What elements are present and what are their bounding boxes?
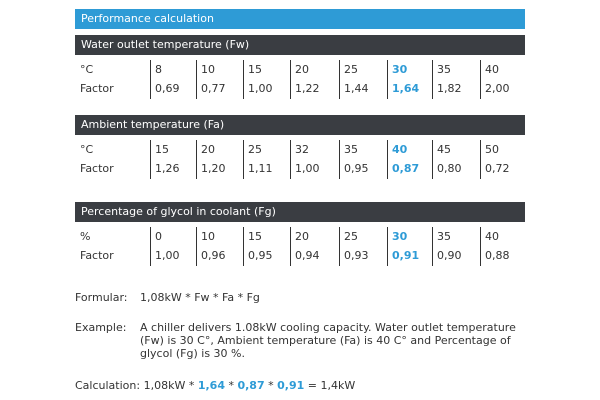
- cell-factor-value: 0,91: [392, 249, 420, 262]
- cell-header-value: 20: [295, 230, 309, 243]
- example-line-2: (Fw) is 30 C°, Ambient temperature (Fa) is 40 C° and Percentage of: [140, 334, 511, 347]
- cell-header-value: 50: [485, 143, 499, 156]
- cell-factor-value: 0,94: [295, 249, 320, 262]
- table-cell: [387, 60, 419, 99]
- cell-header-value: 10: [201, 230, 215, 243]
- calculation-fw: 1,64: [197, 379, 225, 392]
- example-line-1: A chiller delivers 1.08kW cooling capacity. Water outlet temperature: [140, 321, 516, 334]
- cell-factor-value: 0,88: [485, 249, 510, 262]
- cell-header-value: 8: [155, 63, 162, 76]
- example-line-3: glycol (Fg) is 30 %.: [140, 347, 245, 360]
- calculation-fg: 0,91: [277, 379, 305, 392]
- table-cell: [339, 227, 369, 266]
- calculation-op-2: *: [224, 379, 238, 392]
- calculation-label: Calculation:: [75, 379, 141, 392]
- calculation-op-3: *: [264, 379, 278, 392]
- cell-header-value: 30: [392, 230, 408, 243]
- table-cell: [150, 140, 180, 179]
- cell-header-value: 40: [392, 143, 408, 156]
- table-cell: [432, 60, 462, 99]
- cell-factor-value: 0,72: [485, 162, 510, 175]
- row-label-factor: Factor: [80, 82, 114, 95]
- cell-factor-value: 1,44: [344, 82, 369, 95]
- row-label-factor: Factor: [80, 249, 114, 262]
- table-cell: [243, 227, 273, 266]
- cell-header-value: 32: [295, 143, 309, 156]
- calculation-op-1: *: [185, 379, 198, 392]
- table-title: Water outlet temperature (Fw): [75, 35, 525, 55]
- cell-factor-value: 1,64: [392, 82, 420, 95]
- cell-factor-value: 0,95: [344, 162, 369, 175]
- cell-header-value: 15: [248, 63, 262, 76]
- cell-header-value: 20: [201, 143, 215, 156]
- row-label-unit: °C: [80, 63, 94, 76]
- table-cell: [432, 227, 462, 266]
- formular-value: 1,08kW * Fw * Fa * Fg: [140, 291, 260, 304]
- example-label: Example:: [75, 321, 127, 334]
- table-cell: [243, 60, 273, 99]
- row-label-factor: Factor: [80, 162, 114, 175]
- calculation: [75, 379, 355, 392]
- page-title: Performance calculation: [75, 9, 525, 29]
- cell-header-value: 45: [437, 143, 451, 156]
- cell-header-value: 0: [155, 230, 162, 243]
- table-cell: [196, 227, 226, 266]
- row-label-unit: %: [80, 230, 91, 243]
- cell-factor-value: 1,82: [437, 82, 462, 95]
- table-cell: [387, 140, 419, 179]
- table-title: Ambient temperature (Fa): [75, 115, 525, 135]
- table-cell: [243, 140, 273, 179]
- table-cell: [339, 140, 369, 179]
- calculation-base: 1,08kW: [143, 379, 186, 392]
- cell-header-value: 25: [248, 143, 262, 156]
- cell-header-value: 25: [344, 230, 358, 243]
- cell-factor-value: 0,93: [344, 249, 369, 262]
- cell-header-value: 10: [201, 63, 215, 76]
- cell-header-value: 15: [248, 230, 262, 243]
- cell-factor-value: 0,87: [392, 162, 420, 175]
- cell-factor-value: 0,96: [201, 249, 226, 262]
- cell-header-value: 40: [485, 63, 499, 76]
- table-cell: [150, 60, 180, 99]
- cell-header-value: 25: [344, 63, 358, 76]
- table-cell: [290, 140, 320, 179]
- cell-factor-value: 2,00: [485, 82, 510, 95]
- row-label-unit: °C: [80, 143, 94, 156]
- table-cell: [196, 140, 226, 179]
- cell-header-value: 35: [437, 63, 451, 76]
- cell-factor-value: 1,20: [201, 162, 226, 175]
- cell-factor-value: 1,22: [295, 82, 320, 95]
- table-cell: [196, 60, 226, 99]
- cell-header-value: 35: [437, 230, 451, 243]
- cell-factor-value: 1,11: [248, 162, 273, 175]
- table-cell: [290, 60, 320, 99]
- table-cell: [339, 60, 369, 99]
- table-title: Percentage of glycol in coolant (Fg): [75, 202, 525, 222]
- calculation-result: = 1,4kW: [304, 379, 356, 392]
- table-cell: [480, 60, 510, 99]
- cell-factor-value: 1,26: [155, 162, 180, 175]
- cell-header-value: 15: [155, 143, 169, 156]
- cell-factor-value: 1,00: [295, 162, 320, 175]
- cell-factor-value: 0,90: [437, 249, 462, 262]
- formular-label: Formular:: [75, 291, 128, 304]
- cell-factor-value: 1,00: [155, 249, 180, 262]
- table-cell: [480, 227, 510, 266]
- table-cell: [290, 227, 320, 266]
- cell-factor-value: 0,77: [201, 82, 226, 95]
- cell-factor-value: 0,69: [155, 82, 180, 95]
- cell-factor-value: 0,95: [248, 249, 273, 262]
- calculation-fa: 0,87: [237, 379, 265, 392]
- cell-header-value: 30: [392, 63, 408, 76]
- cell-factor-value: 1,00: [248, 82, 273, 95]
- cell-header-value: 40: [485, 230, 499, 243]
- cell-header-value: 20: [295, 63, 309, 76]
- cell-header-value: 35: [344, 143, 358, 156]
- table-cell: [387, 227, 419, 266]
- table-cell: [480, 140, 510, 179]
- cell-factor-value: 0,80: [437, 162, 462, 175]
- table-cell: [432, 140, 462, 179]
- table-cell: [150, 227, 180, 266]
